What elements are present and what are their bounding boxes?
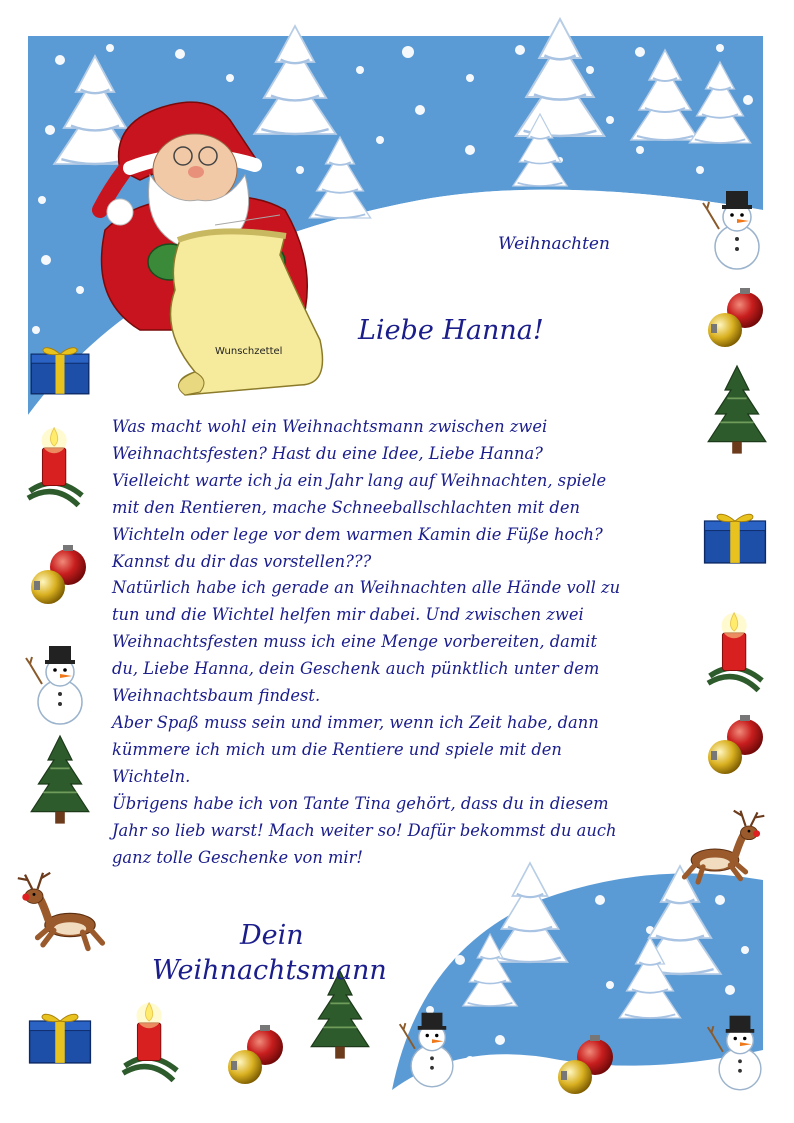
scroll-label: Wunschzettel [215, 346, 283, 357]
closing-line-1: Dein [240, 920, 304, 951]
body-line: Kannst du dir das vorstellen??? [112, 551, 372, 571]
body-line: Aber Spaß muss sein und immer, wenn ich Zeit habe, dann [112, 712, 599, 732]
body-line: ganz tolle Geschenke von mir! [112, 847, 363, 867]
body-line: Wichteln oder lege vor dem warmen Kamin die Füße hoch? [112, 524, 603, 544]
body-line: tun und die Wichtel helfen mir dabei. Und zwischen zwei [112, 605, 584, 625]
letter-date: Weihnachten [498, 234, 610, 254]
body-line: Was macht wohl ein Weihnachtsmann zwischen zwei [112, 417, 548, 436]
body-line: mit den Rentieren, mache Schneeballschlachten mit den [112, 497, 580, 517]
body-line: du, Liebe Hanna, dein Geschenk auch pünktlich unter dem [112, 659, 600, 679]
body-line: Weihnachtsbaum findest. [112, 686, 321, 706]
closing-signature: Weihnachtsmann [152, 955, 387, 986]
body-line: Jahr so lieb warst! Mach weiter so! Dafür bekommst du auch [112, 820, 617, 840]
letter-greeting: Liebe Hanna! [358, 315, 544, 346]
body-line: Übrigens habe ich von Tante Tina gehört, dass du in diesem [112, 793, 609, 813]
body-line: Natürlich habe ich gerade an Weihnachten alle Hände voll zu [112, 578, 621, 598]
letter-body [112, 414, 672, 871]
body-line: Weihnachtsfesten muss ich eine Menge vorbereiten, damit [112, 632, 598, 652]
body-line: Wichteln. [112, 766, 191, 786]
body-line: Vielleicht warte ich ja ein Jahr lang auf Weihnachten, spiele [112, 470, 607, 490]
winter-scene-bottom [392, 863, 763, 1094]
body-line: kümmere ich mich um die Rentiere und spiele mit den [112, 739, 562, 759]
body-line: Weihnachtsfesten? Hast du eine Idee, Liebe Hanna? [112, 443, 543, 463]
